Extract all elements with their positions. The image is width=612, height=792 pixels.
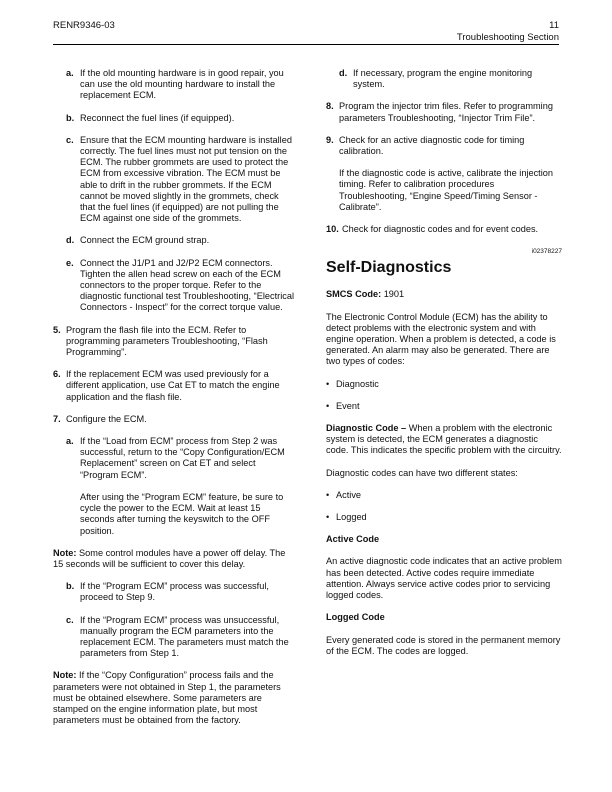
page-header [457, 20, 559, 44]
step-label: 6. [53, 369, 61, 380]
smcs-label: SMCS Code: [326, 289, 382, 300]
list-item [326, 490, 562, 501]
intro-paragraph: The Electronic Control Module (ECM) has the ability to detect problems with the electronic system and with engine operation. When a problem is detected, a code is generated. An alarm may also be generated. There are two types of codes: [326, 311, 556, 367]
step-label: 7. [53, 413, 61, 424]
step-7b [53, 581, 295, 603]
bullet-icon: • [326, 400, 330, 411]
note-power-off-delay [53, 548, 295, 570]
page-number: 11 [549, 20, 559, 31]
step-label: d. [66, 235, 75, 246]
step-text: Configure the ECM. [66, 413, 147, 424]
step-9-continuation: If the diagnostic code is active, calibrate the injection timing. Refer to calibration procedures Troubleshooting, “Engine Speed/Timing Sensor - Calibrate”. [339, 168, 553, 212]
smcs-code [326, 289, 562, 300]
section-title: Troubleshooting Section [456, 32, 559, 43]
section-heading: Self-Diagnostics [326, 259, 452, 277]
bullet-icon: • [326, 489, 330, 500]
step-label: 9. [326, 134, 334, 145]
states-intro: Diagnostic codes can have two different states: [326, 467, 518, 478]
active-code-text: An active diagnostic code indicates that an active problem has been detected. Active codes require immediate attention. Always service active codes prior to servicing logged codes. [326, 556, 562, 601]
step-label: b. [66, 112, 75, 123]
definition-text: When a problem with the electronic system is detected, the ECM generates a diagnostic code. This indicates the specific problem with the circuitry. [326, 423, 562, 456]
step-8 [326, 101, 562, 123]
list-item-text: Diagnostic [336, 378, 379, 389]
note-text: Some control modules have a power off delay. The 15 seconds will be sufficient to cover this delay. [53, 547, 286, 569]
step-7a-continuation: After using the “Program ECM” feature, be sure to cycle the power to the ECM. Wait at least 15 seconds after turning the keyswitch to the OFF position. [80, 491, 284, 536]
step-label: 5. [53, 324, 61, 335]
logged-code-text: Every generated code is stored in the permanent memory of the ECM. The codes are logged. [326, 634, 561, 656]
reference-id: i02378227 [531, 248, 562, 256]
step-label: d. [339, 68, 348, 78]
step-text: If the “Program ECM” process was successful, proceed to Step 9. [80, 581, 269, 603]
step-text: If the old mounting hardware is in good repair, you can use the old mounting hardware to install the replacement ECM. [80, 68, 284, 101]
header-rule [53, 44, 559, 45]
step-text: Connect the J1/P1 and J2/P2 ECM connectors. Tighten the allen head screw on each of the ECM connectors to the proper torque. Refer to the diagnostic functional test Troubleshooting, “Electrical Connectors - Inspect” for the correct torque value. [80, 257, 294, 313]
step-7a [53, 436, 295, 481]
active-code-heading: Active Code [326, 534, 380, 545]
step-5 [53, 325, 295, 359]
step-4c [53, 135, 295, 225]
step-text: Program the injector trim files. Refer to programming parameters Troubleshooting, “Injector Trim File”. [339, 101, 553, 123]
step-10 [326, 224, 562, 235]
step-text: Ensure that the ECM mounting hardware is installed correctly. The fuel lines must not put tension on the ECM. The rubber grommets are used to protect the ECM from excessive vibration. The ECM must be able to drift in the rubber grommets. If the ECM cannot be moved slightly in the grommets, check that the fuel lines (if equipped) are not pulling the ECM against one side of the grommets. [80, 134, 292, 224]
step-4d [53, 235, 295, 246]
list-item-text: Logged [336, 512, 367, 523]
step-label: b. [66, 581, 75, 592]
step-4e [53, 258, 295, 314]
logged-code-heading: Logged Code [326, 612, 385, 623]
step-text: If the replacement ECM was used previously for a different application, use Cat ET to match the engine application and the flash file. [66, 369, 280, 402]
definition-term: Diagnostic Code – [326, 423, 407, 434]
step-text: Check for an active diagnostic code for timing calibration. [339, 134, 525, 157]
smcs-value: 1901 [383, 289, 405, 300]
bullet-icon: • [326, 512, 330, 523]
step-text: Program the flash file into the ECM. Refer to programming parameters Troubleshooting, “Flash Programming”. [66, 324, 268, 358]
list-item [326, 512, 562, 523]
step-6 [53, 369, 295, 403]
bullet-icon: • [326, 378, 330, 389]
step-text: If the “Load from ECM” process from Step 2 was successful, return to the “Copy Configuration/ECM Replacement” screen on Cat ET and select “Program ECM”. [80, 436, 285, 480]
step-text: Reconnect the fuel lines (if equipped). [80, 112, 235, 123]
step-4b [53, 113, 295, 124]
step-label: a. [66, 68, 74, 78]
note-label: Note: [53, 547, 77, 558]
step-text: Check for diagnostic codes and for event codes. [342, 224, 539, 235]
step-7d [326, 68, 562, 90]
diagnostic-code-definition [326, 423, 562, 457]
step-label: 10. [326, 224, 339, 235]
step-label: e. [66, 257, 74, 268]
step-4a [53, 68, 295, 102]
note-label: Note: [53, 670, 77, 681]
step-label: 8. [326, 101, 334, 112]
step-label: c. [66, 134, 74, 145]
step-text: If the “Program ECM” process was unsuccessful, manually program the ECM parameters into the replacement ECM. The parameters must match the parameters from Step 1. [80, 614, 289, 659]
list-item-text: Active [336, 489, 362, 500]
note-text: If the “Copy Configuration” process fails and the parameters were not obtained in Step 1, the parameters must be obtained elsewhere. Some parameters are stamped on the engine information plate, but most parameters must be obtained from the factory. [53, 670, 281, 726]
step-label: a. [66, 436, 74, 447]
left-column [53, 68, 295, 737]
document-number: RENR9346-03 [53, 20, 115, 31]
list-item [326, 379, 562, 390]
note-copy-configuration [53, 670, 295, 726]
step-text: If necessary, program the engine monitoring system. [353, 68, 533, 90]
step-text: Connect the ECM ground strap. [80, 235, 210, 246]
step-7c [53, 615, 295, 660]
list-item-text: Event [336, 400, 360, 411]
list-item [326, 401, 562, 412]
step-7 [53, 414, 295, 425]
step-9 [326, 135, 562, 157]
step-label: c. [66, 614, 74, 625]
right-column [326, 68, 562, 668]
